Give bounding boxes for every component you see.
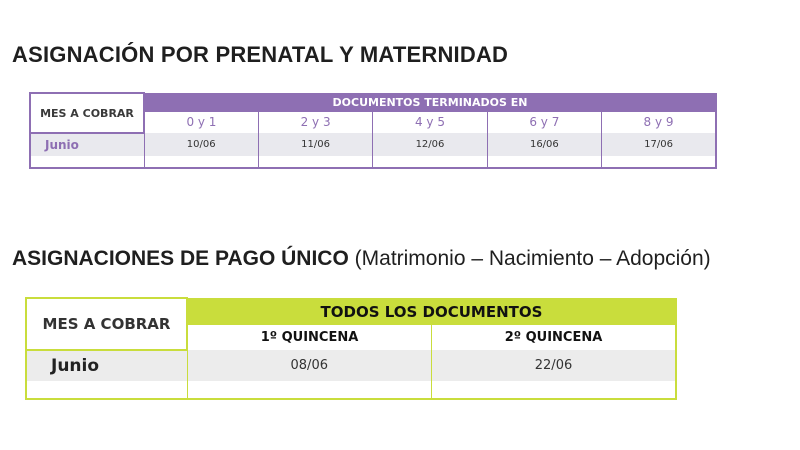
payment-date: 17/06 bbox=[602, 133, 716, 156]
payment-date: 12/06 bbox=[373, 133, 487, 156]
payment-date: 16/06 bbox=[487, 133, 601, 156]
column-header: 0 y 1 bbox=[144, 112, 258, 133]
payment-date: 11/06 bbox=[258, 133, 372, 156]
payment-date: 08/06 bbox=[187, 350, 432, 381]
pago-unico-schedule-table bbox=[25, 297, 677, 400]
column-header: 2º QUINCENA bbox=[432, 325, 677, 350]
column-header: 8 y 9 bbox=[602, 112, 716, 133]
prenatal-schedule-table bbox=[29, 92, 717, 169]
column-header: 4 y 5 bbox=[373, 112, 487, 133]
row-month-label: Junio bbox=[30, 133, 144, 156]
title-rest: (Matrimonio – Nacimiento – Adopción) bbox=[348, 247, 711, 270]
corner-label-month: MES A COBRAR bbox=[30, 93, 144, 133]
table-row bbox=[30, 133, 716, 156]
group-header-documents: DOCUMENTOS TERMINADOS EN bbox=[144, 93, 716, 112]
column-header: 2 y 3 bbox=[258, 112, 372, 133]
table-spacer-row bbox=[30, 156, 716, 168]
payment-date: 10/06 bbox=[144, 133, 258, 156]
payment-date: 22/06 bbox=[432, 350, 677, 381]
table-spacer-row bbox=[26, 381, 676, 399]
title-bold: ASIGNACIONES DE PAGO ÚNICO bbox=[12, 247, 349, 270]
section-title-prenatal: ASIGNACIÓN POR PRENATAL Y MATERNIDAD bbox=[12, 42, 509, 67]
group-header-all-documents: TODOS LOS DOCUMENTOS bbox=[187, 298, 676, 325]
column-header: 6 y 7 bbox=[487, 112, 601, 133]
section-title-pago-unico bbox=[12, 247, 711, 271]
column-header: 1º QUINCENA bbox=[187, 325, 432, 350]
row-month-label: Junio bbox=[26, 350, 187, 381]
table-row bbox=[26, 350, 676, 381]
corner-label-month: MES A COBRAR bbox=[26, 298, 187, 350]
